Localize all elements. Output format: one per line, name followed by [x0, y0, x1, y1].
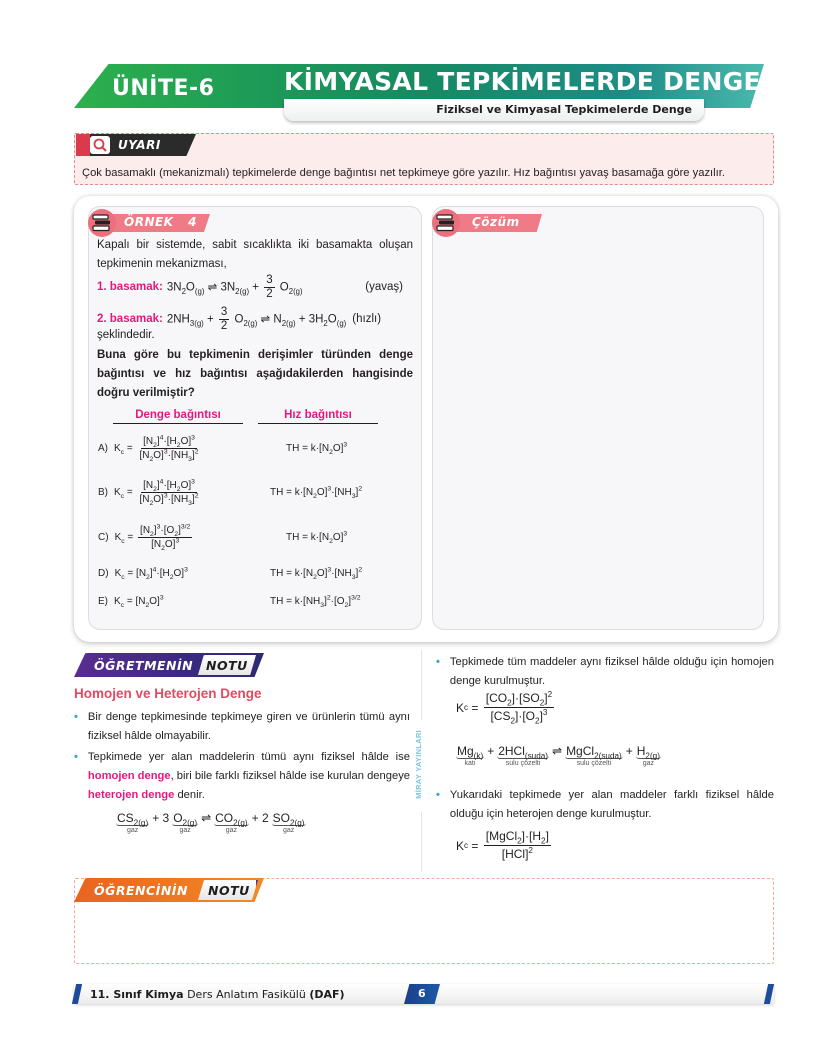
col-rate-header: Hız bağıntısı — [258, 409, 378, 424]
species: $H_{2(g)}$ gaz — [636, 744, 660, 767]
option-d[interactable] — [98, 563, 408, 583]
option-a[interactable] — [98, 430, 408, 466]
subtitle-bar — [284, 99, 704, 121]
option-d-kc: $K_c = [N_2]^4\cdot[H_2O]^3$ — [114, 566, 188, 581]
option-c-kc: $K_c$ = $\frac{[N_2]^3\cdot[O_2]^{3/2}}{[N_2O]^3}$ — [114, 523, 191, 552]
step-1-label: 1. basamak: — [97, 281, 163, 293]
text-span: , biri bile farklı fiziksel hâlde ise kurulan dengeye — [170, 770, 411, 782]
option-letter: B) — [98, 486, 108, 498]
bullet-dot: • — [436, 656, 440, 668]
warning-text: Çok basamaklı (mekanizmalı) tepkimelerde denge bağıntısı net tepkimeye göre yazılır. Hız bağıntısı yavaş basamağa göre yazılır. — [82, 167, 725, 179]
option-c-rate: TH = $k\cdot[N_2O]^3$ — [286, 530, 348, 545]
teacher-note-label-2: NOTU — [206, 658, 248, 673]
step-1 — [97, 274, 413, 301]
column-divider — [421, 812, 422, 872]
step-2-equation: $2NH_{3(g)}$ + $\frac{3}{2}$ $O_{2(g)}$ ⇌ $N_{2(g)} + 3H_2O_{(g)}$ — [166, 306, 347, 332]
example-number: 4 — [188, 215, 198, 229]
publisher-watermark: MİRAY YAYINLARI — [414, 730, 423, 799]
text-span: denir. — [174, 789, 205, 801]
option-e[interactable] — [98, 591, 408, 611]
option-b[interactable] — [98, 474, 408, 510]
bullet-1 — [74, 708, 410, 746]
bullet-2-text — [88, 748, 410, 805]
option-a-rate: TH = $k\cdot[N_2O]^3$ — [286, 441, 348, 456]
highlight-homojen: homojen denge — [87, 770, 171, 782]
option-d-rate: TH = $k\cdot[N_2O]^3\cdot[NH_3]^2$ — [270, 566, 363, 581]
option-letter: A) — [98, 442, 108, 454]
question-stem: Buna göre bu tepkimenin derişimler türünden denge bağıntısı ve hız bağıntısı aşağıdakilerden hangisinde doğru verilmiştir? — [97, 349, 413, 399]
step-1-equation: $3N_2O_{(g)}$ ⇌ $3N_{2(g)}$ + $\frac{3}{2}$ $O_{2(g)}$ — [166, 274, 303, 300]
page-title: KİMYASAL TEPKİMELERDE DENGE — [284, 67, 761, 96]
bullet-1-text: Bir denge tepkimesinde tepkimeye giren ve ürünlerin tümü aynı fiziksel hâlde olmayabilir. — [87, 711, 410, 742]
state-label: gaz — [126, 827, 139, 834]
kc-homogeneous: K c = $\frac{[CO_2]\cdot[SO_2]^2}{[CS_2]\cdot[O_2]^3}$ — [456, 690, 553, 726]
step-1-speed: (yavaş) — [365, 281, 403, 293]
option-a-kc: $K_c$ = $\frac{[N_2]^4\cdot[H_2O]^3}{[N_2O]^3\cdot[NH_3]^2}$ — [114, 434, 199, 463]
equation-homogeneous: $CS_{2(g)}$ gaz + 3 $O_{2(g)}$ gaz ⇌ $CO_{2(g)}$ gaz + 2 $SO_{2(g)}$ gaz — [117, 811, 305, 834]
option-b-kc: $K_c$ = $\frac{[N_2]^4\cdot[H_2O]^3}{[N_2O]^3\cdot[NH_3]^2}$ — [114, 478, 199, 507]
teacher-note-label: ÖĞRETMENİN — [94, 658, 194, 673]
bullet-dot: • — [74, 711, 78, 723]
books-icon — [88, 209, 116, 237]
option-b-rate: TH = $k\cdot[N_2O]^3\cdot[NH_3]^2$ — [270, 485, 363, 500]
unit-label: ÜNİTE-6 — [112, 76, 215, 101]
option-letter: D) — [98, 567, 109, 579]
footer-course-code: (DAF) — [309, 988, 345, 1001]
col-equilibrium-header: Denge bağıntısı — [113, 409, 243, 424]
example-label-text: ÖRNEK — [124, 215, 174, 229]
option-letter: C) — [98, 531, 109, 543]
species: $SO_{2(g)}$ gaz — [272, 811, 305, 834]
option-e-kc: $K_c = [N_2O]^3$ — [114, 594, 164, 609]
state-label: gaz — [225, 827, 238, 834]
page-subtitle: Fiziksel ve Kimyasal Tepkimelerde Denge — [436, 103, 692, 116]
bullet-3 — [436, 653, 774, 691]
bullet-dot: • — [436, 789, 440, 801]
footer-course-bold: 11. Sınıf Kimya — [90, 988, 184, 1001]
bullet-4-text: Yukarıdaki tepkimede yer alan maddeler farklı fiziksel hâlde olduğu için heterojen denge kurulmuştur. — [449, 789, 774, 820]
text-span: Tepkimede yer alan maddelerin tümü aynı fiziksel hâlde ise — [87, 751, 410, 763]
bullet-3-text: Tepkimede tüm maddeler aynı fiziksel hâlde olduğu için homojen denge kurulmuştur. — [449, 656, 774, 687]
warning-label: UYARI — [118, 138, 161, 152]
student-note-label: ÖĞRENCİNİN — [94, 883, 188, 898]
magnifier-icon — [90, 136, 110, 154]
state-label: sulu çözelti — [505, 760, 541, 767]
highlight-heterojen: heterojen denge — [87, 789, 175, 801]
option-c[interactable] — [98, 519, 408, 555]
example-label — [124, 215, 197, 229]
bullet-2 — [74, 748, 410, 805]
option-letter: E) — [98, 595, 108, 607]
footer-course — [90, 988, 345, 1001]
state-label: katı — [464, 760, 476, 767]
books-icon — [432, 209, 460, 237]
state-label: gaz — [179, 827, 191, 834]
species: $Mg_{(k)}$ katı — [457, 744, 484, 767]
section-title: Homojen ve Heterojen Denge — [74, 686, 262, 701]
state-label: gaz — [282, 827, 295, 834]
state-label: gaz — [642, 760, 654, 767]
solution-label: Çözüm — [472, 215, 520, 229]
solution-panel — [432, 206, 764, 630]
footer-course-rest: Ders Anlatım Fasikülü — [183, 988, 310, 1001]
kc-heterogeneous: K c = $\frac{[MgCl_2]\cdot[H_2]}{[HCl]^2}$ — [456, 829, 549, 861]
warning-tab-accent — [76, 134, 90, 156]
species: $CS_{2(g)}$ gaz — [117, 811, 149, 834]
species: MgCl$_{2(suda)}$ sulu çözelti — [566, 744, 622, 767]
equation-heterogeneous: $Mg_{(k)}$ katı + 2HCl$_{(suda)}$ sulu çözelti ⇌ MgCl$_{2(suda)}$ sulu çözelti + $H_{2(g)}$ gaz — [457, 744, 660, 767]
step-2-speed: (hızlı) — [352, 313, 382, 325]
question-intro: Kapalı bir sistemde, sabit sıcaklıkta iki basamakta oluşan tepkimenin mekanizması, — [97, 239, 413, 270]
step-end: şeklindedir. — [97, 329, 155, 341]
column-divider — [421, 650, 422, 720]
page-number: 6 — [418, 987, 426, 1000]
option-e-rate: TH = $k\cdot[NH_3]^2\cdot[O_2]^{3/2}$ — [270, 594, 361, 609]
step-2-label: 2. basamak: — [97, 313, 163, 325]
species: $CO_{2(g)}$ gaz — [215, 811, 248, 834]
state-label: sulu çözelti — [576, 760, 612, 767]
species: $O_{2(g)}$ gaz — [173, 811, 198, 834]
bullet-dot: • — [74, 751, 78, 763]
species: 2HCl$_{(suda)}$ sulu çözelti — [498, 744, 548, 767]
bullet-4 — [436, 786, 774, 824]
student-note-label-2: NOTU — [208, 883, 250, 898]
